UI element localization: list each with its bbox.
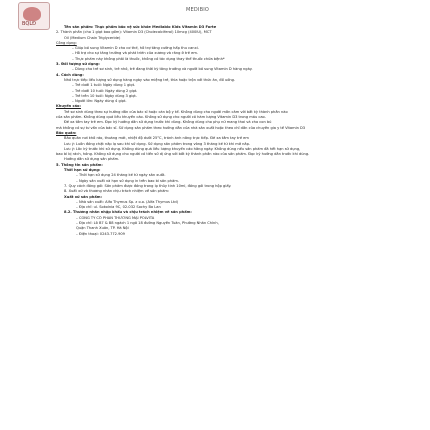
document-line: Tên sản phẩm: Thực phẩm bảo vệ sức khỏe Mediabio Kids Vitamin D3 Forte bbox=[64, 25, 217, 29]
document-line: Hướng dẫn sử dụng sản phẩm. bbox=[64, 157, 120, 162]
document-line: 3. Đối tượng sử dụng: bbox=[56, 62, 100, 67]
document-line: – Địa chỉ: ul. Sokolnia 9C, 02-032 Sochy Ba Lan bbox=[76, 205, 161, 210]
document-line: 5. Thông tin sản phẩm: bbox=[56, 162, 103, 167]
document-line: Bảo quản nơi khô ráo, thoáng mát, nhiệt độ dưới 25°C, tránh ánh nắng trực tiếp. Để xa tầm tay trẻ em bbox=[64, 136, 249, 141]
document-line: bao bì bị rách, hỏng. Không sử dụng cho người có tiền sử dị ứng với bất kỳ thành phần nào của sản phẩm. Đọc kỹ hướng dẫn trước khi dùng. bbox=[56, 152, 310, 157]
document-line: Bảo quản: bbox=[56, 130, 77, 135]
document-line: 8.2. Thương nhân nhập khẩu và chịu trách nhiệm về sản phẩm: bbox=[64, 210, 192, 215]
logo-text: BQLĐ bbox=[22, 21, 37, 27]
document-line: Nhỏ trực tiếp liều lượng sử dụng hàng ngày vào miệng trẻ, thìa hoặc trộn với thức ăn, đồ uống. bbox=[64, 77, 236, 82]
document-line: Xuất xứ sản phẩm: bbox=[64, 194, 102, 199]
document-line: Công dụng: bbox=[56, 40, 77, 45]
document-body bbox=[56, 25, 376, 425]
document-line: 7. Quy cách đóng gói: Sản phẩm được đóng trong lọ thủy tinh 10ml, đóng gói trong hộp giấy. bbox=[64, 183, 232, 188]
logo-emblem-icon bbox=[23, 7, 41, 21]
document-line: – Thực phẩm này không phải là thuốc, không có tác dụng thay thế thuốc chữa bệnh* bbox=[72, 56, 225, 61]
document-line: Quận Thanh Xuân, TP. Hà Nội bbox=[76, 226, 129, 231]
header-brand: MEDIBIO bbox=[186, 7, 210, 13]
company-logo bbox=[18, 2, 50, 30]
document-line: Khuyến cáo: bbox=[56, 104, 81, 109]
document-line: – Ngày sản xuất và hạn sử dụng in trên bao bì sản phẩm. bbox=[76, 178, 179, 183]
document-line: – Trẻ trên 10 tuổi: Ngày dùng 3 giọt. bbox=[72, 93, 137, 98]
document-line: – Giúp bổ sung Vitamin D cho cơ thể, hỗ trợ tăng cường hấp thu canxi. bbox=[72, 46, 199, 51]
document-line: Lưu ý: Lắc kỹ trước khi sử dụng. Không dùng quá liều lượng khuyến cáo hằng ngày. Không dùng nếu sản phẩm đã hết hạn sử dụng, bbox=[64, 146, 301, 151]
document-line: – Dùng cho trẻ sơ sinh, trẻ nhỏ, trẻ đang thời kỳ tăng trưởng và người bổ sung Vitamin D hàng ngày. bbox=[72, 67, 253, 72]
document-line: – Điện thoại: 0243.772.909 bbox=[76, 231, 125, 236]
document-line: – Hỗ trợ cho sự tăng trưởng và phát triển của xương và răng ở trẻ em. bbox=[72, 51, 198, 56]
document-line: Oil (Medium Chain Triglyceride) bbox=[64, 35, 121, 40]
document-line: – Nhà sản xuất: Alfa Thymus Sp. z o.o. (Alfa Thymus Ltd) bbox=[76, 199, 179, 204]
document-line: Lưu ý: Luôn đóng chặt nắp lọ sau khi sử dụng. Sử dụng sản phẩm trong vòng 3 tháng kể từ khi mở nắp. bbox=[64, 141, 250, 146]
document-line: 4. Cách dùng: bbox=[56, 72, 84, 77]
document-line: – Thời hạn sử dụng 24 tháng kể từ ngày sản xuất. bbox=[76, 173, 166, 178]
document-line: – Trẻ dưới 1 tuổi: Ngày dùng 1 giọt. bbox=[72, 83, 136, 88]
document-line: Trẻ sơ sinh dùng theo sự hướng dẫn của bác sĩ hoặc cán bộ y tế. Không dùng cho người mẫn cảm với bất kỳ thành phần nào bbox=[64, 109, 288, 114]
document-line: của sản phẩm. Không dùng quá liều khuyến cáo. Không sử dụng cho người có hàm lượng Vitamin D3 trong máu cao. bbox=[56, 115, 266, 120]
document-line: 2. Thành phần (cho 1 giọt bao gồm): Vitamin D3 (Cholecalciferol) 10mcg (400IU), MCT bbox=[56, 30, 212, 35]
document-line: – Người lớn: Ngày dùng 4 giọt. bbox=[72, 99, 127, 104]
document-line: mà không có sự tư vấn của bác sĩ. Sử dụng sản phẩm theo hướng dẫn của nhà sản xuất hoặc theo chỉ dẫn của chuyên gia y tế Vitamin D3 bbox=[56, 125, 306, 130]
document-line: – CÔNG TY CỔ PHẦN THƯƠNG MẠI POLVITA bbox=[76, 215, 155, 220]
document-line: 8. Xuất xứ và thương nhân chịu trách nhiệm về sản phẩm: bbox=[64, 189, 170, 194]
document-line: Thời hạn sử dụng: bbox=[64, 168, 101, 173]
document-line: – Trẻ dưới 10 tuổi: Ngày dùng 2 giọt. bbox=[72, 88, 138, 93]
document-line: – Địa chỉ: Lô B7 & B8 ngách 1 ngõ 18 đường Nguyễn Tuân, Phường Nhân Chính, bbox=[76, 220, 219, 225]
document-line: Để xa tầm tay trẻ em. Đọc kỹ hướng dẫn sử dụng trước khi dùng. Không dùng cho phụ nữ mang thai và cho con bú bbox=[64, 120, 272, 125]
